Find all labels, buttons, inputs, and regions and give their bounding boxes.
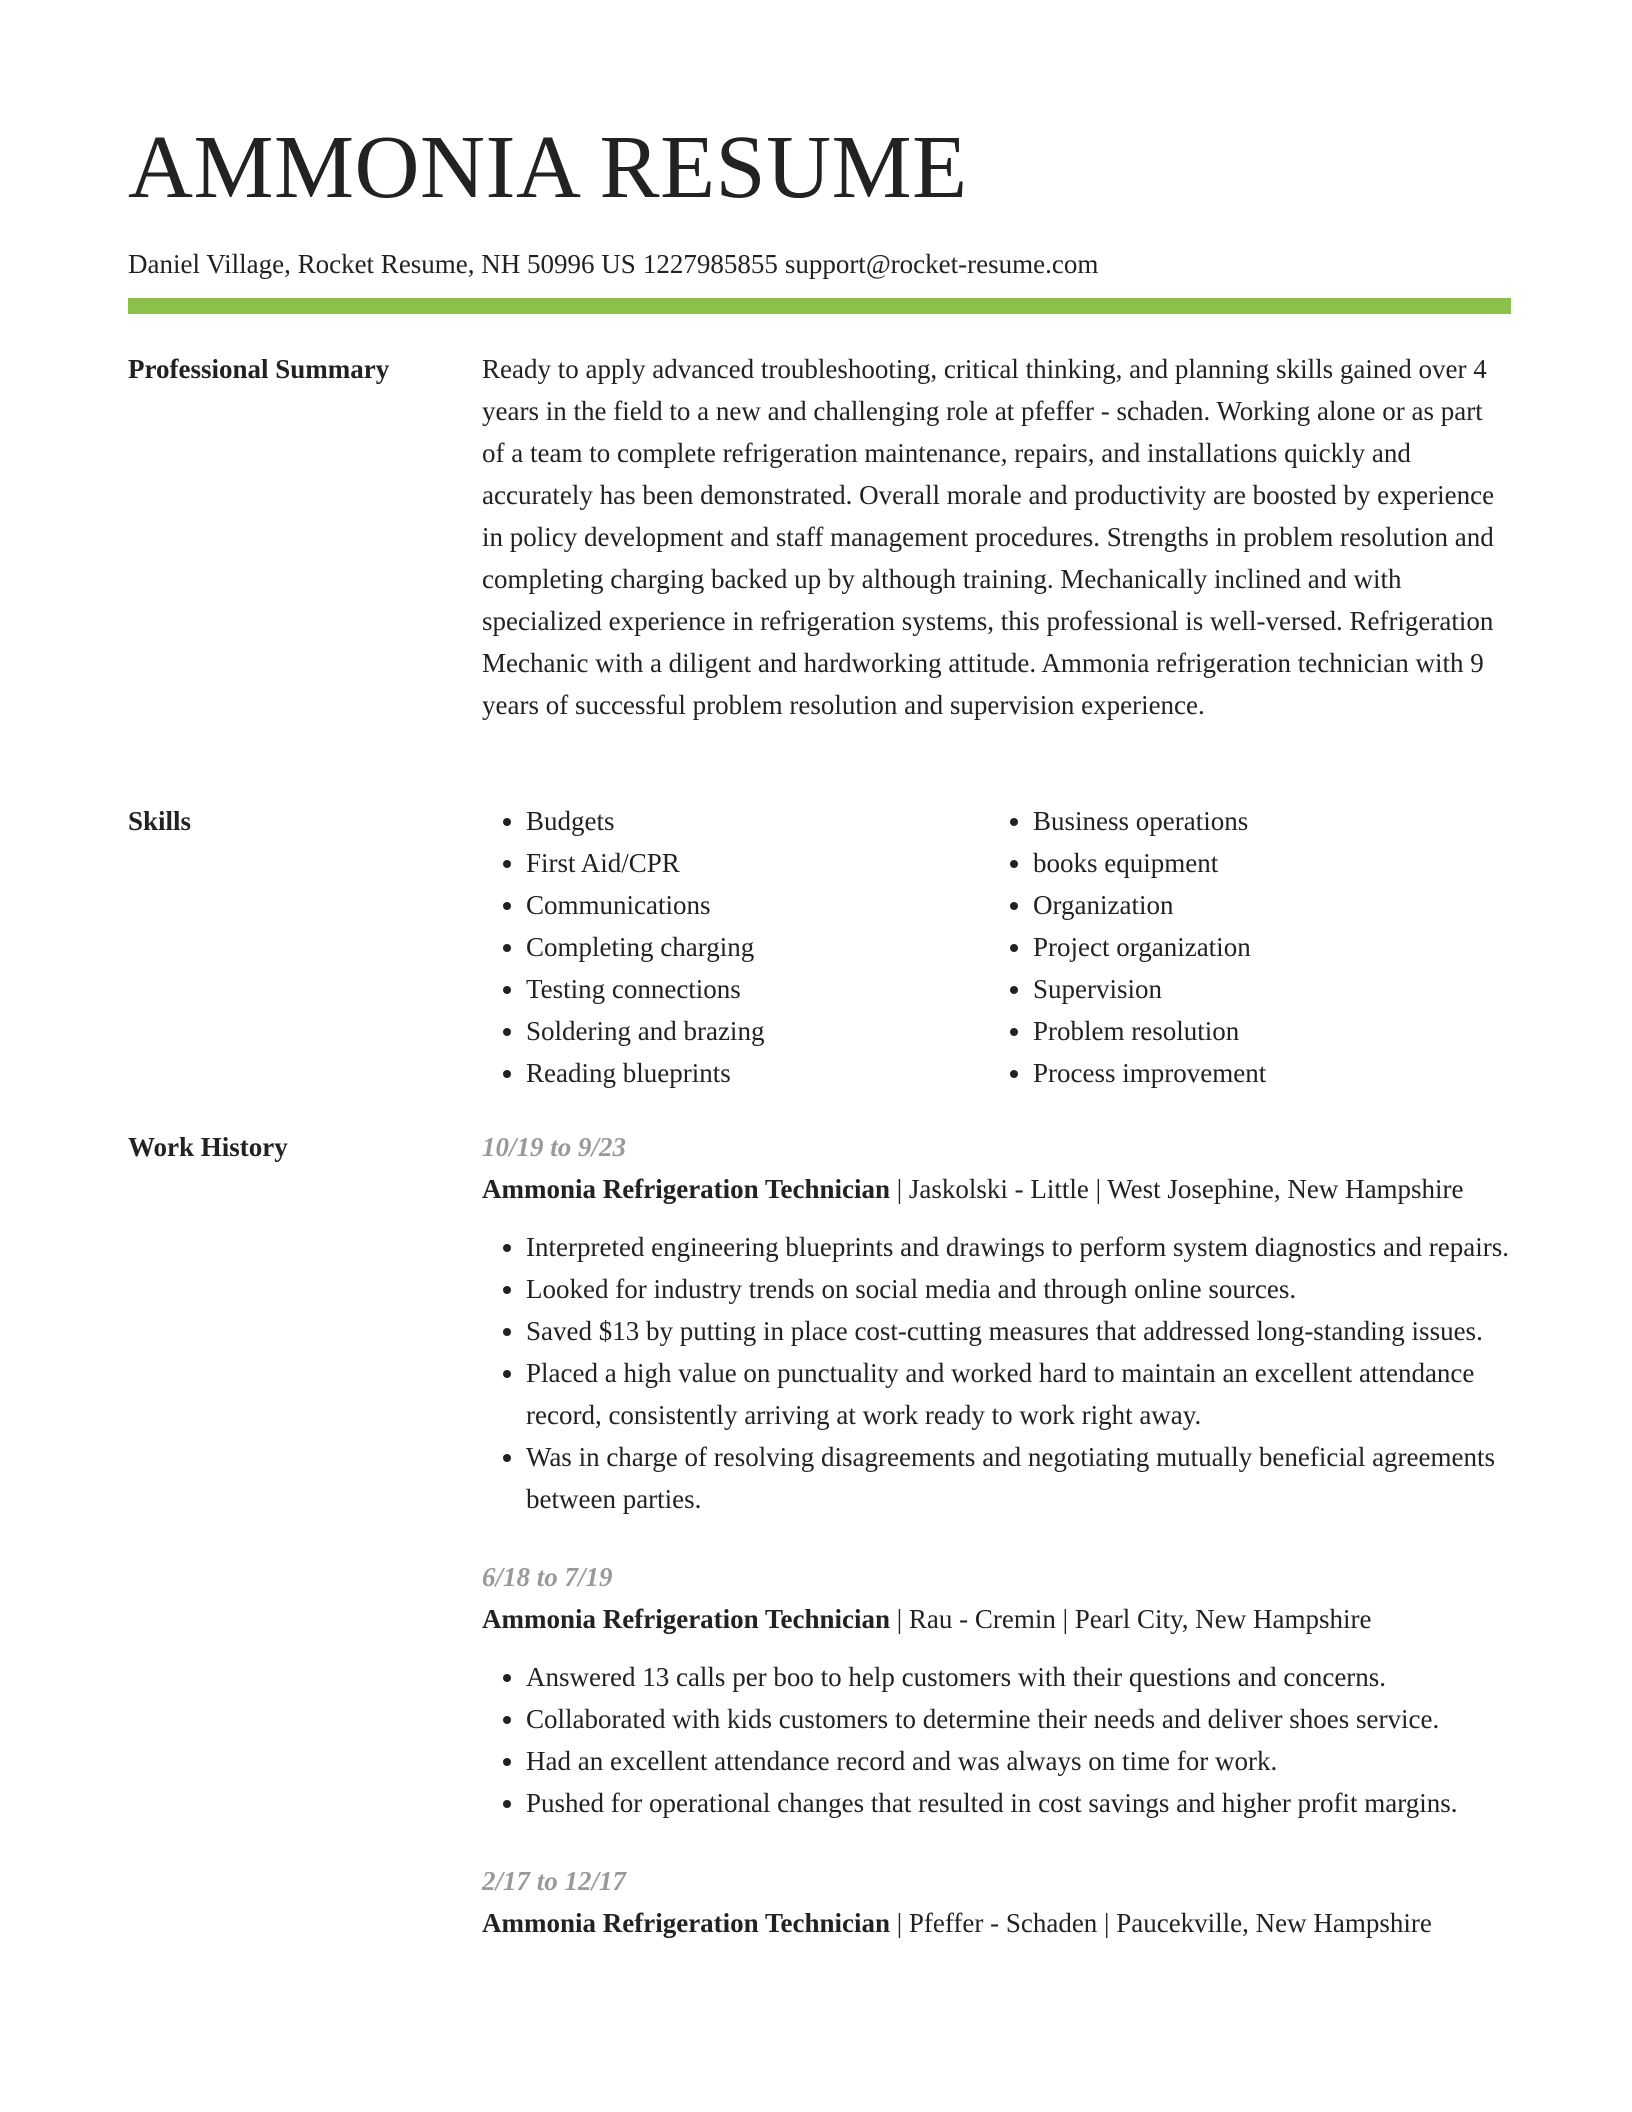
job-bullet: • Saved $13 by putting in place cost-cutting measures that addressed long-standing issues. [526, 1310, 1511, 1352]
contact-email: support@rocket-resume.com [784, 249, 1099, 279]
job-bullet: • Answered 13 calls per boo to help customers with their questions and concerns. [526, 1656, 1511, 1698]
skill-item: • Testing connections [526, 968, 989, 1010]
skill-item: • Organization [1033, 884, 1496, 926]
summary-text: Ready to apply advanced troubleshooting, critical thinking, and planning skills gained over 4 years in the field to a new and challenging role at pfeffer - schaden. Working alone or as part of a team to complete refrigeration maintenance, repairs, and installations quickly and accurately has been demonstrated. Overall morale and productivity are boosted by experience in policy development and staff management procedures. Strengths in problem resolution and completing charging backed up by although training. Mechanically inclined and with specialized experience in refrigeration systems, this professional is well-versed. Refrigeration Mechanic with a diligent and hardworking attitude. Ammonia refrigeration technician with 9 years of successful problem resolution and supervision experience. [482, 354, 1495, 720]
skill-item: • Problem resolution [1033, 1010, 1496, 1052]
skill-item: • Supervision [1033, 968, 1496, 1010]
job-bullet: • Had an excellent attendance record and was always on time for work. [526, 1740, 1511, 1782]
contact-line [128, 246, 1511, 282]
resume-name: AMMONIA RESUME [128, 118, 968, 217]
job-heading [482, 1168, 1511, 1210]
job-title: Ammonia Refrigeration Technician [482, 1604, 890, 1634]
skill-item: • books equipment [1033, 842, 1496, 884]
skill-item: • Project organization [1033, 926, 1496, 968]
job-bullet: • Pushed for operational changes that resulted in cost savings and higher profit margins. [526, 1782, 1511, 1824]
job-bullet: • Looked for industry trends on social media and through online sources. [526, 1268, 1511, 1310]
job-details: | Pfeffer - Schaden | Paucekville, New Hampshire [889, 1908, 1432, 1938]
skills-columns [482, 800, 1511, 1094]
skill-item: • Business operations [1033, 800, 1496, 842]
job-dates: 2/17 to 12/17 [482, 1866, 627, 1896]
section-label-skills: Skills [128, 806, 192, 836]
skill-item: • First Aid/CPR [526, 842, 989, 884]
job-bullet: • Interpreted engineering blueprints and drawings to perform system diagnostics and repairs. [526, 1226, 1511, 1268]
contact-address: Daniel Village, Rocket Resume, NH 50996 US [128, 249, 636, 279]
job-heading [482, 1598, 1511, 1640]
work-history-body [482, 1126, 1511, 1980]
header-divider [128, 298, 1511, 314]
job-bullet: • Collaborated with kids customers to determine their needs and deliver shoes service. [526, 1698, 1511, 1740]
job-heading [482, 1902, 1511, 1944]
job-bullets [482, 1226, 1511, 1520]
job-dates: 6/18 to 7/19 [482, 1562, 613, 1592]
job-details: | Jaskolski - Little | West Josephine, New Hampshire [889, 1174, 1464, 1204]
job-entry [482, 1556, 1511, 1824]
job-title: Ammonia Refrigeration Technician [482, 1908, 890, 1938]
contact-phone: 1227985855 [642, 249, 778, 279]
skill-item: • Soldering and brazing [526, 1010, 989, 1052]
skill-item: • Process improvement [1033, 1052, 1496, 1094]
skills-list-right [989, 800, 1496, 1094]
job-title: Ammonia Refrigeration Technician [482, 1174, 890, 1204]
job-dates: 10/19 to 9/23 [482, 1132, 627, 1162]
job-entry [482, 1126, 1511, 1520]
skill-item: • Completing charging [526, 926, 989, 968]
job-bullets [482, 1656, 1511, 1824]
skill-item: • Reading blueprints [526, 1052, 989, 1094]
resume-header [128, 118, 1511, 314]
summary-body [482, 348, 1511, 726]
job-bullet: • Placed a high value on punctuality and worked hard to maintain an excellent attendance record, consistently arriving at work ready to work right away. [526, 1352, 1511, 1436]
skill-item: • Communications [526, 884, 989, 926]
job-entry [482, 1860, 1511, 1944]
skill-item: • Budgets [526, 800, 989, 842]
section-label-work: Work History [128, 1132, 288, 1162]
section-label-summary: Professional Summary [128, 354, 390, 384]
job-bullet: • Was in charge of resolving disagreements and negotiating mutually beneficial agreements between parties. [526, 1436, 1511, 1520]
skills-list-left [482, 800, 989, 1094]
job-details: | Rau - Cremin | Pearl City, New Hampshire [889, 1604, 1372, 1634]
